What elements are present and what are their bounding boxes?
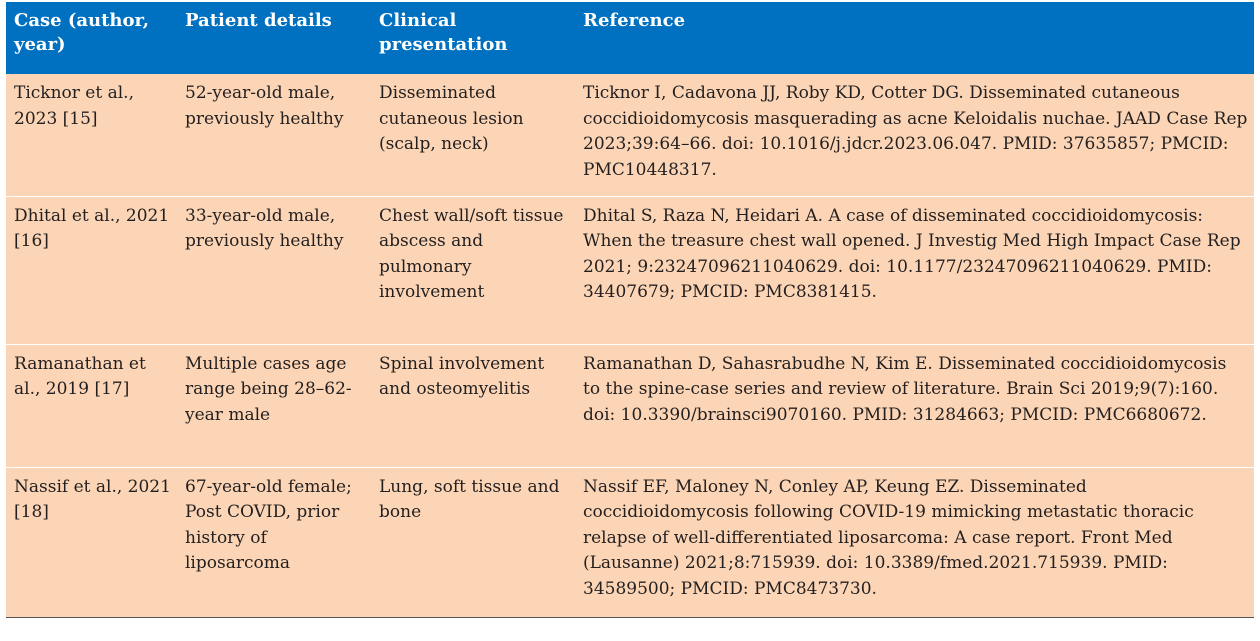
cell-clinical-presentation: Disseminated cutaneous lesion (scalp, neck) bbox=[371, 74, 575, 196]
table-row bbox=[6, 344, 1254, 467]
cell-patient-details: Multiple cases age range being 28–62-year male bbox=[177, 344, 371, 467]
header-patient-details: Patient details bbox=[185, 10, 332, 31]
cell-patient-details: 67-year-old female; Post COVID, prior history of liposarcoma bbox=[185, 476, 352, 573]
cell-reference: Ticknor I, Cadavona JJ, Roby KD, Cotter DG. Disseminated cutaneous coccidioidomycosis masquerading as acne Keloidalis nuchae. JAAD Case Rep 2023;39:64–66. doi: 10.1016/j.jdcr.2023.06.047. PMID: 37635857; PMCID: PMC10448317. bbox=[575, 74, 1254, 196]
cell-case: Ramanathan et al., 2019 [17] bbox=[6, 344, 177, 467]
case-table-container bbox=[6, 2, 1254, 618]
case-reports-table bbox=[6, 2, 1254, 613]
cell-patient-details: 33-year-old male, previously healthy bbox=[177, 196, 371, 344]
table-body bbox=[6, 74, 1254, 613]
cell-case: Nassif et al., 2021 [18] bbox=[14, 476, 171, 522]
cell-reference: Ramanathan D, Sahasrabudhe N, Kim E. Disseminated coccidioidomycosis to the spine-case series and review of literature. Brain Sci 2019;9(7):160. doi: 10.3390/brainsci9070160. PMID: 31284663; PMCID: PMC6680672. bbox=[575, 344, 1254, 467]
cell-clinical-presentation: Lung, soft tissue and bone bbox=[379, 476, 560, 522]
header-row bbox=[6, 2, 1254, 74]
table-row bbox=[6, 196, 1254, 344]
table-row bbox=[6, 74, 1254, 196]
cell-case: Ticknor et al., 2023 [15] bbox=[6, 74, 177, 196]
cell-case: Dhital et al., 2021 [16] bbox=[6, 196, 177, 344]
table-row bbox=[6, 467, 1254, 613]
header-reference: Reference bbox=[583, 10, 686, 31]
cell-clinical-presentation: Chest wall/soft tissue abscess and pulmonary involvement bbox=[371, 196, 575, 344]
table-header bbox=[6, 2, 1254, 74]
header-clinical-presentation: Clinical presentation bbox=[379, 10, 508, 55]
header-case: Case (author, year) bbox=[14, 10, 149, 55]
cell-reference: Dhital S, Raza N, Heidari A. A case of disseminated coccidioidomycosis: When the treasure chest wall opened. J Investig Med High Impact Case Rep 2021; 9:23247096211040629. doi: 10.1177/23247096211040629. PMID: 34407679; PMCID: PMC8381415. bbox=[575, 196, 1254, 344]
cell-clinical-presentation: Spinal involvement and osteomyelitis bbox=[371, 344, 575, 467]
cell-patient-details: 52-year-old male, previously healthy bbox=[177, 74, 371, 196]
cell-reference: Nassif EF, Maloney N, Conley AP, Keung EZ. Disseminated coccidioidomycosis following COVID-19 mimicking metastatic thoracic relapse of well-differentiated liposarcoma: A case report. Front Med (Lausanne) 2021;8:715939. doi: 10.3389/fmed.2021.715939. PMID: 34589500; PMCID: PMC8473730. bbox=[583, 476, 1194, 599]
